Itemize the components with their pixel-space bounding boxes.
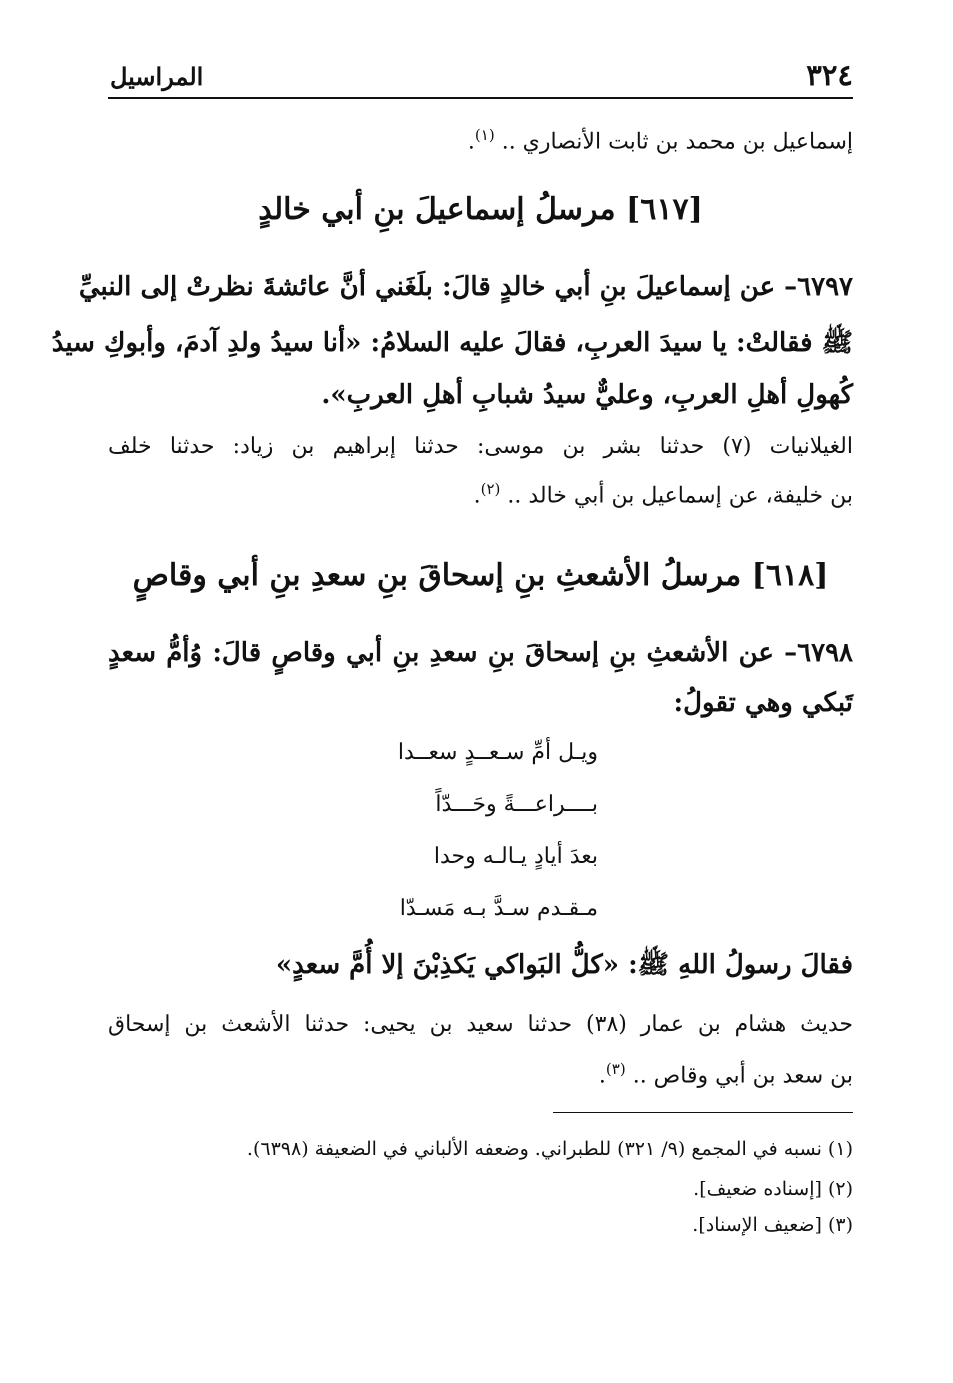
prophet-reply: فقالَ رسولُ اللهِ ﷺ: «كلُّ البَواكي يَكذِبْنَ إلا أُمَّ سعدٍ» bbox=[275, 950, 853, 980]
source-617-text: بن خليفة، عن إسماعيل بن أبي خالد .. bbox=[500, 483, 853, 509]
page-number: ٣٢٤ bbox=[806, 58, 853, 92]
source-617-line-1: الغيلانيات (٧) حدثنا بشر بن موسى: حدثنا إبراهيم بن زياد: حدثنا خلف bbox=[108, 434, 853, 459]
footnote-2: (٢) [إسناده ضعيف]. bbox=[693, 1178, 853, 1200]
hadith-6798-line-1: ٦٧٩٨– عن الأشعثِ بنِ إسحاقَ بنِ سعدِ بنِ أبي وقاصٍ قالَ: وُأمُّ سعدٍ bbox=[108, 638, 853, 668]
footnote-ref-3: (٣) bbox=[605, 1060, 626, 1078]
verse-2: بــــراعـــةً وحَـــدّاً bbox=[435, 792, 598, 817]
verse-3: بعدَ أيادٍ يـالـه وحدا bbox=[433, 844, 598, 869]
source-618-text: بن سعد بن أبي وقاص .. bbox=[625, 1063, 853, 1089]
footnote-3: (٣) [ضعيف الإسناد]. bbox=[692, 1214, 853, 1236]
verse-4: مـقـدم سـدَّ بـه مَسـدّا bbox=[399, 896, 598, 921]
footnote-rule bbox=[553, 1112, 853, 1113]
intro-line: إسماعيل بن محمد بن ثابت الأنصاري .. $^{(١)}$. bbox=[467, 126, 853, 155]
header-rule bbox=[108, 97, 853, 99]
hadith-6797-line-3: كُهولِ أهلِ العربِ، وعليٌّ سيدُ شبابِ أهلِ العربِ». bbox=[321, 380, 853, 410]
source-618-line-1: حديث هشام بن عمار (٣٨) حدثنا سعيد بن يحيى: حدثنا الأشعث بن إسحاق bbox=[108, 1012, 853, 1037]
hadith-6797-line-1: ٦٧٩٧– عن إسماعيلَ بنِ أبي خالدٍ قالَ: بلَغَني أنَّ عائشةَ نظرتْ إلى النبيِّ bbox=[78, 272, 853, 302]
source-617-line-2: بن خليفة، عن إسماعيل بن أبي خالد .. $^{(٢)}$. bbox=[473, 480, 853, 509]
hadith-6797-line-2: ﷺ فقالتْ: يا سيدَ العربِ، فقالَ عليه السلامُ: «أنا سيدُ ولدِ آدمَ، وأبوكِ سيدُ bbox=[51, 328, 853, 358]
hadith-6798-line-2: تَبكي وهي تقولُ: bbox=[673, 688, 853, 718]
section-heading-618: [٦١٨] مرسلُ الأشعثِ بنِ إسحاقَ بنِ سعدِ بنِ أبي وقاصٍ bbox=[132, 558, 829, 593]
verse-1: ويـل أمِّ سـعــدٍ سعــدا bbox=[397, 740, 598, 765]
section-heading-617: [٦١٧] مرسلُ إسماعيلَ بنِ أبي خالدٍ bbox=[258, 192, 703, 227]
footnote-ref-2: (٢) bbox=[480, 480, 501, 498]
source-618-line-2: بن سعد بن أبي وقاص .. $^{(٣)}$. bbox=[598, 1060, 853, 1089]
intro-text: إسماعيل بن محمد بن ثابت الأنصاري .. bbox=[494, 129, 853, 155]
footnote-ref-1: (١) bbox=[474, 126, 495, 144]
running-title: المراسيل bbox=[110, 62, 204, 91]
footnote-1: (١) نسبه في المجمع (٩/ ٣٢١) للطبراني. وضعفه الألباني في الضعيفة (٦٣٩٨). bbox=[246, 1138, 853, 1160]
